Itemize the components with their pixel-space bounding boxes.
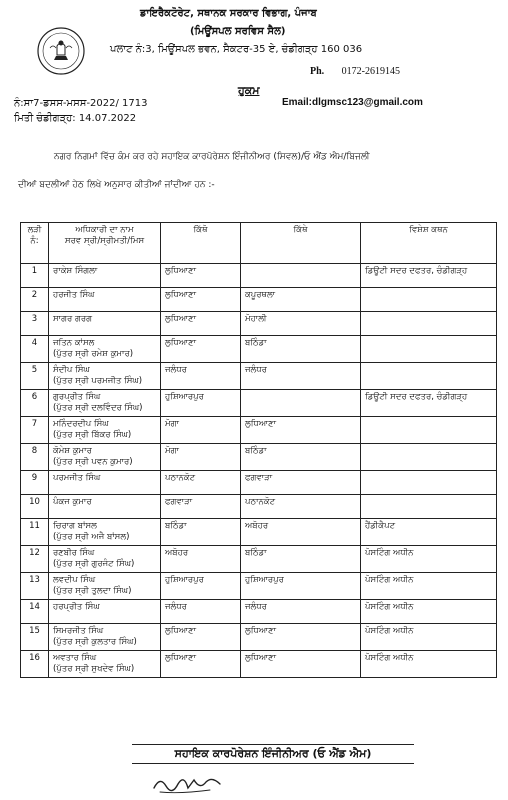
- cell-officer-name: [49, 600, 161, 624]
- reference-number: ਨੰ:ਸਾ7-ਡਸਸ-ਮਸਸ-2022/ 1713: [14, 98, 148, 109]
- officer-name: ਮਨਿੰਦਰਦੀਪ ਸਿੰਘ: [53, 419, 109, 429]
- cell-from: ਲੁਧਿਆਣਾ: [161, 624, 241, 651]
- cell-officer-name: [49, 312, 161, 336]
- table-row: [21, 363, 497, 390]
- table-row: [21, 336, 497, 363]
- cell-from: ਅਬੋਹਰ: [161, 546, 241, 573]
- handwritten-signature: [150, 770, 230, 796]
- cell-officer-name: [49, 288, 161, 312]
- cell-serial: 12: [21, 546, 49, 573]
- officer-parentage: (ਪੁੱਤਰ ਸ੍ਰੀ ਤੁਲਦਾ ਸਿੰਘ): [53, 586, 132, 596]
- cell-officer-name: [49, 546, 161, 573]
- cell-serial: 2: [21, 288, 49, 312]
- header-serial: ਲੜੀ ਨੰ:: [21, 223, 49, 264]
- cell-serial: 5: [21, 363, 49, 390]
- officer-parentage: (ਪੁੱਤਰ ਸ੍ਰੀ ਰਮੇਸ਼ ਕੁਮਾਰ): [53, 349, 134, 359]
- cell-from: ਜਲੰਧਰ: [161, 600, 241, 624]
- table-row: [21, 546, 497, 573]
- cell-serial: 11: [21, 519, 49, 546]
- table-row: [21, 519, 497, 546]
- cell-officer-name: [49, 336, 161, 363]
- header-to: ਕਿੱਥੇ: [241, 223, 361, 264]
- cell-serial: 7: [21, 417, 49, 444]
- officer-name: ਹਰਪ੍ਰੀਤ ਸਿੰਘ: [53, 602, 100, 612]
- cell-officer-name: [49, 495, 161, 519]
- cell-remark: ਡਿਊਟੀ ਸਦਰ ਦਫਤਰ, ਚੰਡੀਗੜ੍ਹ: [361, 264, 497, 288]
- cell-name: (ਮਿਊਂਸਪਲ ਸਰਵਿਸ ਸੈਲ): [190, 26, 286, 37]
- officer-name: ਰਾਕੇਸ਼ ਸਿੰਗਲਾ: [53, 266, 98, 276]
- officer-parentage: (ਪੁੱਤਰ ਸ੍ਰੀ ਸੁਖਦੇਵ ਸਿੰਘ): [53, 664, 135, 674]
- cell-remark: [361, 444, 497, 471]
- cell-to: ਪਠਾਨਕੋਟ: [241, 495, 361, 519]
- table-header-row: [21, 223, 497, 264]
- cell-officer-name: [49, 519, 161, 546]
- cell-remark: [361, 288, 497, 312]
- table-row: [21, 312, 497, 336]
- office-address: ਪਲਾਟ ਨੰ:3, ਮਿਊਂਸਪਲ ਭਵਨ, ਸੈਕਟਰ-35 ਏ, ਚੰਡੀਗੜ੍ਹ 160 036: [110, 44, 363, 55]
- cell-serial: 15: [21, 624, 49, 651]
- cell-to: ਬਠਿੰਡਾ: [241, 444, 361, 471]
- cell-serial: 16: [21, 651, 49, 678]
- cell-officer-name: [49, 264, 161, 288]
- order-title: ਹੁਕਮ: [238, 84, 260, 97]
- cell-remark: [361, 312, 497, 336]
- table-row: [21, 264, 497, 288]
- header-name-line-1: ਅਧਿਕਾਰੀ ਦਾ ਨਾਮ: [75, 225, 134, 235]
- intro-line-2: ਦੀਆਂ ਬਦਲੀਆਂ ਹੇਠ ਲਿਖੇ ਅਨੁਸਾਰ ਕੀਤੀਆਂ ਜਾਂਦੀਆ ਹਨ :-: [18, 180, 215, 190]
- officer-name: ਸਾਗਰ ਗਰਗ: [53, 314, 93, 324]
- header-from: ਕਿੱਥੋ: [161, 223, 241, 264]
- cell-from: ਮੋਗਾ: [161, 444, 241, 471]
- officer-parentage: (ਪੁੱਤਰ ਸ੍ਰੀ ਕੁਲਤਾਰ ਸਿੰਘ): [53, 637, 137, 647]
- cell-to: ਬਠਿੰਡਾ: [241, 546, 361, 573]
- cell-remark: ਪੋਸਟਿੰਗ ਅਧੀਨ: [361, 573, 497, 600]
- cell-to: ਜਲੰਧਰ: [241, 600, 361, 624]
- cell-remark: [361, 336, 497, 363]
- contact-email: Email:dlgmsc123@gmail.com: [282, 97, 423, 108]
- officer-name: ਹਰਜੀਤ ਸਿੰਘ: [53, 290, 95, 300]
- cell-from: ਲੁਧਿਆਣਾ: [161, 264, 241, 288]
- cell-remark: ਡਿਊਟੀ ਸਦਰ ਦਫਤਰ, ਚੰਡੀਗੜ੍ਹ: [361, 390, 497, 417]
- officer-parentage: (ਪੁੱਤਰ ਸ੍ਰੀ ਦਲਵਿੰਦਰ ਸਿੰਘ): [53, 403, 143, 413]
- cell-serial: 3: [21, 312, 49, 336]
- cell-to: ਫਗਵਾੜਾ: [241, 471, 361, 495]
- department-name: ਡਾਇਰੈਕਟੋਰੇਟ, ਸਥਾਨਕ ਸਰਕਾਰ ਵਿਭਾਗ, ਪੰਜਾਬ: [140, 8, 317, 19]
- cell-remark: ਪੋਸਟਿੰਗ ਅਧੀਨ: [361, 546, 497, 573]
- cell-to: ਜਲੰਧਰ: [241, 363, 361, 390]
- table-row: [21, 495, 497, 519]
- cell-to: [241, 264, 361, 288]
- phone-line: [310, 66, 400, 77]
- officer-name: ਕੋਮੇਸ਼ ਕੁਮਾਰ: [53, 446, 92, 456]
- cell-officer-name: [49, 444, 161, 471]
- cell-officer-name: [49, 471, 161, 495]
- cell-from: ਹੁਸ਼ਿਆਰਪੁਰ: [161, 390, 241, 417]
- cell-to: ਲੁਧਿਆਣਾ: [241, 624, 361, 651]
- cell-serial: 1: [21, 264, 49, 288]
- cell-serial: 8: [21, 444, 49, 471]
- government-seal-icon: [36, 26, 86, 76]
- table-row: [21, 471, 497, 495]
- table-row: [21, 573, 497, 600]
- cell-from: ਲੁਧਿਆਣਾ: [161, 288, 241, 312]
- officer-name: ਰਣਬੀਰ ਸਿੰਘ: [53, 548, 95, 558]
- cell-to: ਕਪੂਰਥਲਾ: [241, 288, 361, 312]
- cell-serial: 13: [21, 573, 49, 600]
- cell-serial: 9: [21, 471, 49, 495]
- cell-to: [241, 390, 361, 417]
- cell-officer-name: [49, 573, 161, 600]
- officer-name: ਸਿਮਰਜੀਤ ਸਿੰਘ: [53, 626, 104, 636]
- cell-from: ਲੁਧਿਆਣਾ: [161, 312, 241, 336]
- cell-officer-name: [49, 624, 161, 651]
- cell-from: ਬਠਿੰਡਾ: [161, 519, 241, 546]
- cell-serial: 10: [21, 495, 49, 519]
- transfer-table: [20, 222, 497, 678]
- cell-to: ਅਬੋਹਰ: [241, 519, 361, 546]
- officer-parentage: (ਪੁੱਤਰ ਸ੍ਰੀ ਪਰਮਜੀਤ ਸਿੰਘ): [53, 376, 143, 386]
- header-name-line-2: ਸਰਵ ਸ੍ਰੀ/ਸ੍ਰੀਮਤੀ/ਮਿਸ: [64, 236, 145, 246]
- cell-officer-name: [49, 390, 161, 417]
- cell-to: ਲੁਧਿਆਣਾ: [241, 417, 361, 444]
- officer-name: ਪੰਕਜ ਕੁਮਾਰ: [53, 497, 92, 507]
- cell-from: ਲੁਧਿਆਣਾ: [161, 651, 241, 678]
- signatory-designation: ਸਹਾਇਕ ਕਾਰਪੋਰੇਸ਼ਨ ਇੰਜੀਨੀਅਰ (ਓ ਐਂਡ ਐਮ): [132, 744, 414, 764]
- cell-from: ਲੁਧਿਆਣਾ: [161, 336, 241, 363]
- cell-remark: [361, 495, 497, 519]
- officer-name: ਅਵਤਾਰ ਸਿੰਘ: [53, 653, 97, 663]
- cell-remark: [361, 471, 497, 495]
- header-officer-name: [49, 223, 161, 264]
- table-row: [21, 288, 497, 312]
- header-remark: ਵਿਸ਼ੇਸ਼ ਕਥਨ: [361, 223, 497, 264]
- table-row: [21, 624, 497, 651]
- table-row: [21, 444, 497, 471]
- table-row: [21, 651, 497, 678]
- cell-remark: [361, 417, 497, 444]
- cell-remark: ਪੋਸਟਿੰਗ ਅਧੀਨ: [361, 651, 497, 678]
- cell-serial: 6: [21, 390, 49, 417]
- officer-name: ਗੁਰਪ੍ਰੀਤ ਸਿੰਘ: [53, 392, 101, 402]
- order-date: ਮਿਤੀ ਚੰਡੀਗੜ੍ਹ: 14.07.2022: [14, 113, 137, 124]
- cell-officer-name: [49, 363, 161, 390]
- cell-remark: ਹੈਂਡੀਕੈਪਟ: [361, 519, 497, 546]
- phone-number: 0172-2619145: [341, 66, 401, 77]
- table-row: [21, 600, 497, 624]
- officer-name: ਜਤਿਨ ਕਾਂਸਲ: [53, 338, 95, 348]
- cell-serial: 14: [21, 600, 49, 624]
- cell-from: ਮੋਗਾ: [161, 417, 241, 444]
- table-row: [21, 390, 497, 417]
- cell-to: ਹੁਸ਼ਿਆਰਪੁਰ: [241, 573, 361, 600]
- cell-officer-name: [49, 651, 161, 678]
- cell-remark: ਪੋਸਟਿੰਗ ਅਧੀਨ: [361, 624, 497, 651]
- phone-label: Ph.: [310, 66, 325, 77]
- cell-from: ਹੁਸ਼ਿਆਰਪੁਰ: [161, 573, 241, 600]
- cell-to: ਮੋਹਾਲੀ: [241, 312, 361, 336]
- cell-to: ਬਠਿੰਡਾ: [241, 336, 361, 363]
- table-body: [21, 264, 497, 678]
- cell-from: ਫਗਵਾੜਾ: [161, 495, 241, 519]
- cell-serial: 4: [21, 336, 49, 363]
- officer-parentage: (ਪੁੱਤਰ ਸ੍ਰੀ ਬਿੱਕਰ ਸਿੰਘ): [53, 430, 132, 440]
- officer-parentage: (ਪੁੱਤਰ ਸ੍ਰੀ ਗੁਰਜੰਟ ਸਿੰਘ): [53, 559, 135, 569]
- officer-name: ਚਿਰਾਗ ਬਾਂਸਲ: [53, 521, 97, 531]
- officer-name: ਲਵਦੀਪ ਸਿੰਘ: [53, 575, 96, 585]
- officer-name: ਪਰਮਜੀਤ ਸਿੰਘ: [53, 473, 101, 483]
- intro-line-1: ਨਗਰ ਨਿਗਮਾਂ ਵਿੱਚ ਕੰਮ ਕਰ ਰਹੇ ਸਹਾਇਕ ਕਾਰਪੋਰੇਸ਼ਨ ਇੰਜੀਨੀਅਰ (ਸਿਵਲ)/ਓ ਐਂਡ ਐਮ/ਬਿਜਲੀ: [54, 152, 370, 162]
- cell-from: ਪਠਾਨਕੋਟ: [161, 471, 241, 495]
- officer-parentage: (ਪੁੱਤਰ ਸ੍ਰੀ ਪਵਨ ਕੁਮਾਰ): [53, 457, 133, 467]
- table-row: [21, 417, 497, 444]
- cell-remark: ਪੋਸਟਿੰਗ ਅਧੀਨ: [361, 600, 497, 624]
- cell-officer-name: [49, 417, 161, 444]
- officer-name: ਸੰਦੀਪ ਸਿੰਘ: [53, 365, 90, 375]
- cell-from: ਜਲੰਧਰ: [161, 363, 241, 390]
- cell-to: ਲੁਧਿਆਣਾ: [241, 651, 361, 678]
- cell-remark: [361, 363, 497, 390]
- officer-parentage: (ਪੁੱਤਰ ਸ੍ਰੀ ਅਜੈ ਬਾਂਸਲ): [53, 532, 130, 542]
